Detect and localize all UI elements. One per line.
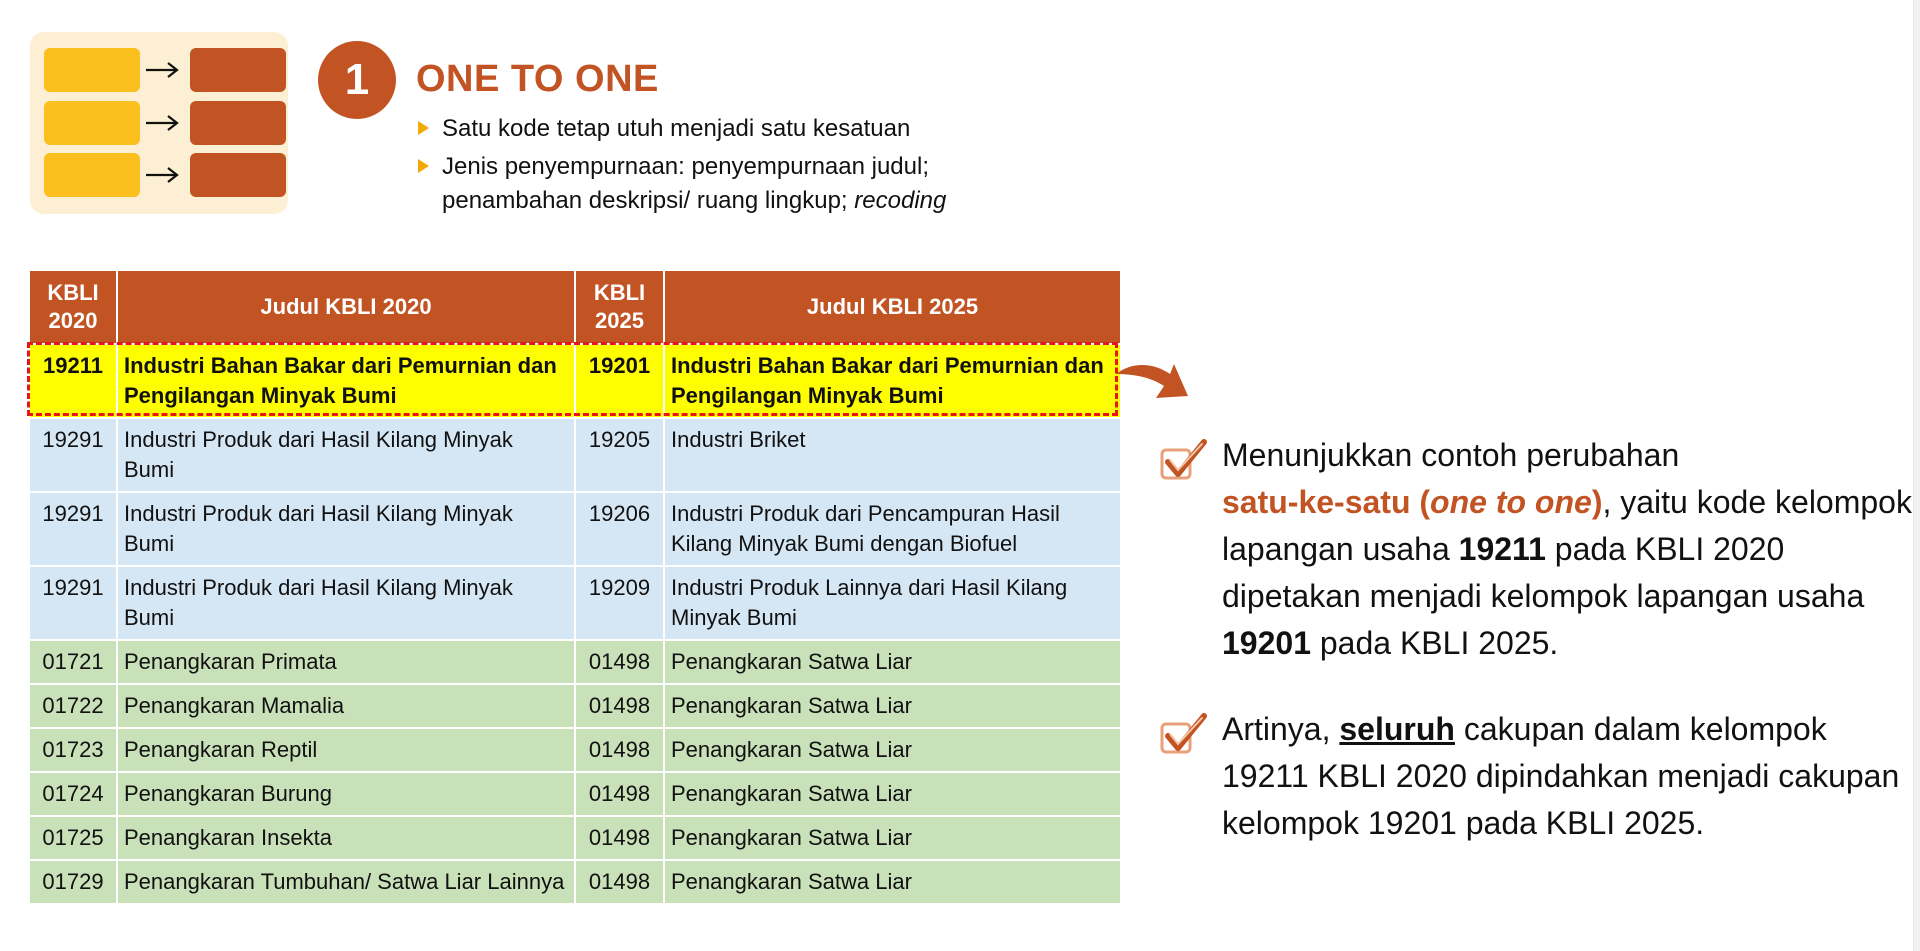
header-kbli-2020: KBLI 2020 (29, 270, 117, 344)
kbli-2025-code: 19205 (575, 418, 664, 492)
kbli-2020-title: Industri Produk dari Hasil Kilang Minyak Bumi (117, 566, 575, 640)
note-text: Artinya, seluruh cakupan dalam kelompok 19211 KBLI 2020 dipindahkan menjadi cakupan kelompok 19201 pada KBLI 2025. (1222, 711, 1900, 841)
diagram-row (44, 48, 274, 92)
kbli-2025-code: 19201 (575, 344, 664, 418)
kbli-2025-code: 01498 (575, 772, 664, 816)
checkmark-icon (1158, 436, 1210, 484)
kbli-2020-code: 01723 (29, 728, 117, 772)
table-row (29, 344, 1121, 418)
triangle-bullet-icon (418, 159, 429, 173)
kbli-2025-title: Industri Produk dari Pencampuran Hasil Kilang Minyak Bumi dengan Biofuel (664, 492, 1121, 566)
kbli-mapping-table (28, 269, 1122, 905)
kbli-2020-code: 01725 (29, 816, 117, 860)
kbli-2020-title: Penangkaran Tumbuhan/ Satwa Liar Lainnya (117, 860, 575, 904)
kbli-2025-title: Penangkaran Satwa Liar (664, 728, 1121, 772)
note-one-to-one (1158, 432, 1918, 667)
target-block (190, 101, 286, 145)
bullet-item (418, 150, 1038, 218)
table-row (29, 728, 1121, 772)
kbli-2020-title: Penangkaran Mamalia (117, 684, 575, 728)
kbli-2020-code: 19291 (29, 492, 117, 566)
kbli-2020-code: 19291 (29, 566, 117, 640)
arrow-right-icon (144, 58, 180, 82)
table-row (29, 816, 1121, 860)
kbli-2020-code: 19291 (29, 418, 117, 492)
header-judul-2020: Judul KBLI 2020 (117, 270, 575, 344)
table-row (29, 418, 1121, 492)
kbli-2025-title: Industri Briket (664, 418, 1121, 492)
kbli-2025-code: 01498 (575, 816, 664, 860)
kbli-2025-code: 01498 (575, 684, 664, 728)
table-row (29, 492, 1121, 566)
header-judul-2025: Judul KBLI 2025 (664, 270, 1121, 344)
arrow-right-icon (144, 163, 180, 187)
kbli-2025-title: Penangkaran Satwa Liar (664, 860, 1121, 904)
source-block (44, 48, 140, 92)
diagram-row (44, 153, 274, 197)
table-row (29, 772, 1121, 816)
kbli-2020-code: 19211 (29, 344, 117, 418)
kbli-2025-title: Industri Produk Lainnya dari Hasil Kilang Minyak Bumi (664, 566, 1121, 640)
kbli-2025-title: Penangkaran Satwa Liar (664, 816, 1121, 860)
triangle-bullet-icon (418, 121, 429, 135)
kbli-2025-code: 19206 (575, 492, 664, 566)
header-kbli-2025: KBLI 2025 (575, 270, 664, 344)
kbli-2020-title: Industri Bahan Bakar dari Pemurnian dan Pengilangan Minyak Bumi (117, 344, 575, 418)
bullet-item (418, 112, 1038, 146)
bullet-list (418, 112, 1038, 222)
target-block (190, 48, 286, 92)
kbli-2020-code: 01724 (29, 772, 117, 816)
kbli-2025-title: Penangkaran Satwa Liar (664, 772, 1121, 816)
kbli-2020-title: Penangkaran Primata (117, 640, 575, 684)
checkmark-icon (1158, 710, 1210, 758)
one-to-one-diagram (30, 32, 288, 214)
kbli-2025-title: Industri Bahan Bakar dari Pemurnian dan Pengilangan Minyak Bumi (664, 344, 1121, 418)
bullet-text-continued: penambahan deskripsi/ ruang lingkup; (442, 187, 848, 214)
diagram-row (44, 101, 274, 145)
section-title: ONE TO ONE (416, 58, 659, 100)
arrow-right-icon (144, 111, 180, 135)
kbli-2025-code: 01498 (575, 728, 664, 772)
kbli-2020-code: 01722 (29, 684, 117, 728)
source-block (44, 153, 140, 197)
kbli-2020-title: Penangkaran Burung (117, 772, 575, 816)
kbli-2025-title: Penangkaran Satwa Liar (664, 640, 1121, 684)
kbli-2025-title: Penangkaran Satwa Liar (664, 684, 1121, 728)
kbli-2020-code: 01721 (29, 640, 117, 684)
bullet-text: Satu kode tetap utuh menjadi satu kesatuan (442, 115, 911, 142)
kbli-2025-code: 01498 (575, 640, 664, 684)
table-row (29, 566, 1121, 640)
kbli-2020-title: Penangkaran Reptil (117, 728, 575, 772)
bullet-text: Jenis penyempurnaan: penyempurnaan judul; (442, 153, 929, 180)
kbli-2025-code: 01498 (575, 860, 664, 904)
note-text: Menunjukkan contoh perubahan satu-ke-satu (one to one), yaitu kode kelompok lapangan usaha 19211 pada KBLI 2020 dipetakan menjadi kelompok lapangan usaha 19201 pada KBLI 2025. (1222, 437, 1912, 661)
curved-arrow-icon (1112, 352, 1192, 412)
kbli-2020-title: Penangkaran Insekta (117, 816, 575, 860)
section-number-badge: 1 (318, 41, 396, 119)
source-block (44, 101, 140, 145)
kbli-2020-title: Industri Produk dari Hasil Kilang Minyak Bumi (117, 418, 575, 492)
table-header-row (29, 270, 1121, 344)
bullet-text-italic: recoding (854, 187, 947, 214)
table-row (29, 684, 1121, 728)
table-row (29, 860, 1121, 904)
note-artinya (1158, 706, 1918, 847)
target-block (190, 153, 286, 197)
kbli-2020-title: Industri Produk dari Hasil Kilang Minyak Bumi (117, 492, 575, 566)
kbli-2025-code: 19209 (575, 566, 664, 640)
kbli-2020-code: 01729 (29, 860, 117, 904)
table-row (29, 640, 1121, 684)
